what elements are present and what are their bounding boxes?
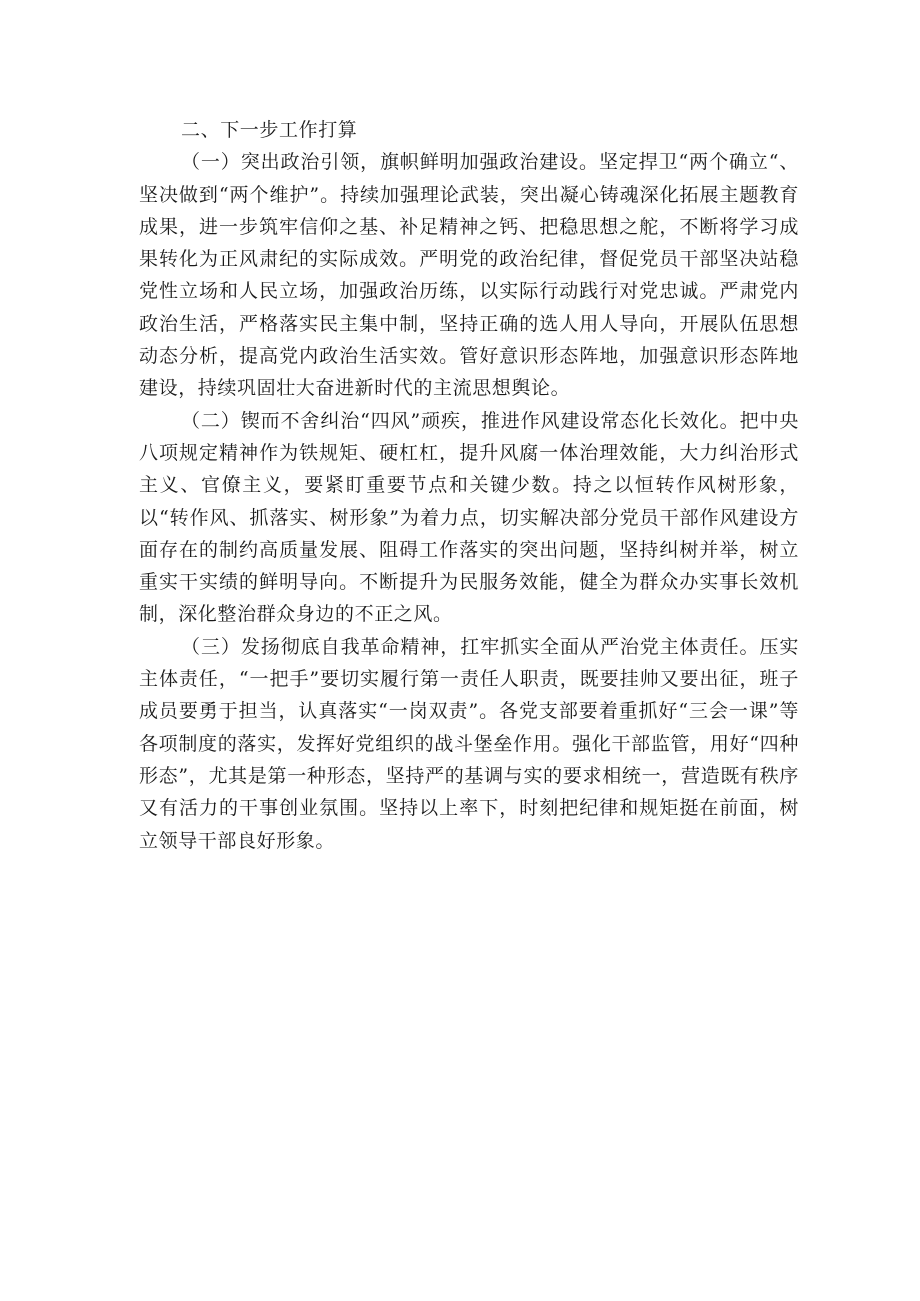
paragraph-3: （三）发扬彻底自我革命精神，扛牢抓实全面从严治党主体责任。压实主体责任，“一把手”要切实履行第一责任人职责，既要挂帅又要出征，班子成员要勇于担当，认真落实“一岗双责”。各党支部要着重抓好“三会一课”等各项制度的落实，发挥好党组织的战斗堡垒作用。强化干部监管，用好“四种形态”，尤其是第一种形态，坚持严的基调与实的要求相统一，营造既有秩序又有活力的干事创业氛围。坚持以上率下，时刻把纪律和规矩挺在前面，树立领导干部良好形象。 — [139, 635, 799, 852]
paragraph-2: （二）锲而不舍纠治“四风”顽疾，推进作风建设常态化长效化。把中央八项规定精神作为铁规矩、硬杠杠，提升风腐一体治理效能，大力纠治形式主义、官僚主义，要紧盯重要节点和关键少数。持之以恒转作风树形象，以“转作风、抓落实、树形象”为着力点，切实解决部分党员干部作风建设方面存在的制约高质量发展、阻碍工作落实的突出问题，坚持纠树并举，树立重实干实绩的鲜明导向。不断提升为民服务效能，健全为群众办实事长效机制，深化整治群众身边的不正之风。 — [139, 409, 799, 626]
section-heading: 二、下一步工作打算 — [181, 119, 358, 141]
document-body — [139, 114, 799, 857]
paragraph-1: （一）突出政治引领，旗帜鲜明加强政治建设。坚定捍卫“两个确立“、坚决做到“两个维护”。持续加强理论武装，突出凝心铸魂深化拓展主题教育成果，进一步筑牢信仰之基、补足精神之钙、把稳思想之舵，不断将学习成果转化为正风肃纪的实际成效。严明党的政治纪律，督促党员干部坚决站稳党性立场和人民立场，加强政治历练，以实际行动践行对党忠诚。严肃党内政治生活，严格落实民主集中制，坚持正确的选人用人导向，开展队伍思想动态分析，提高党内政治生活实效。管好意识形态阵地，加强意识形态阵地建设，持续巩固壮大奋进新时代的主流思想舆论。 — [139, 151, 799, 400]
